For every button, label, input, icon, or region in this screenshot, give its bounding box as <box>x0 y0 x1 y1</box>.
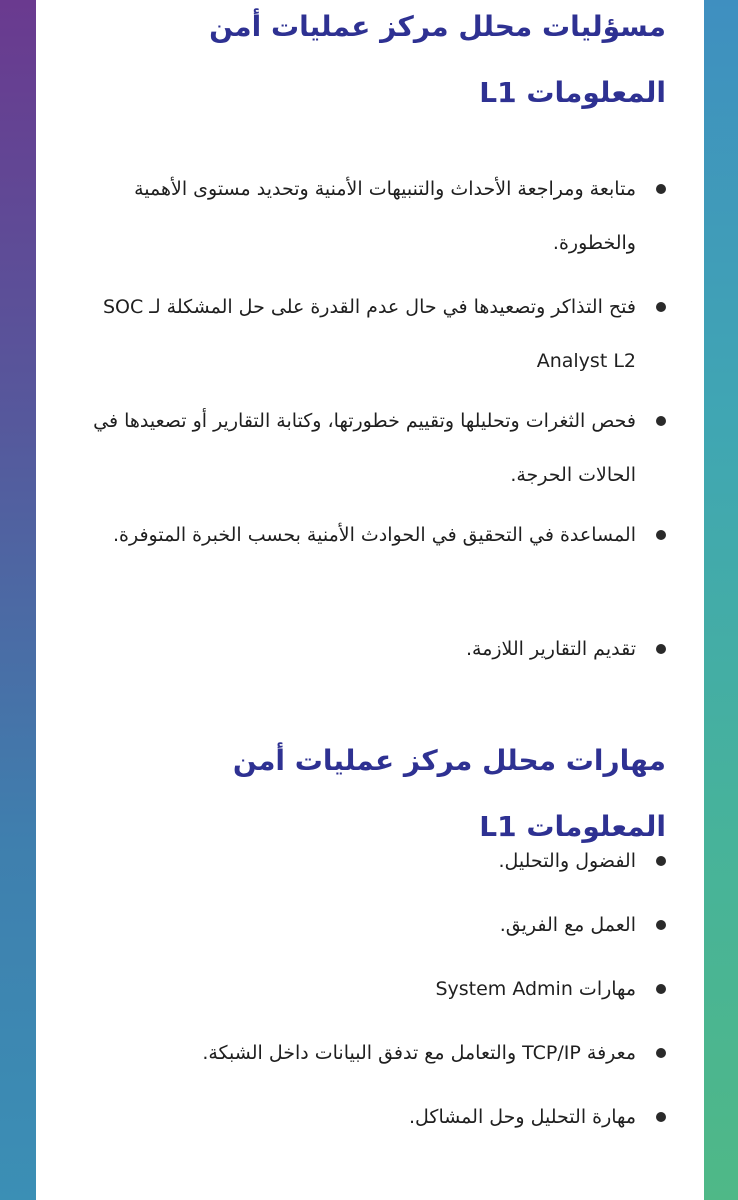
skills-heading: مهارات محلل مركز عمليات أمن المعلومات L1 <box>232 744 666 843</box>
list-item-text: مهارات System Admin <box>435 978 636 1000</box>
list-item-text: تقديم التقارير اللازمة. <box>465 638 636 660</box>
bullet-icon <box>656 920 666 930</box>
list-item-text: معرفة TCP/IP والتعامل مع تدفق البيانات داخل الشبكة. <box>202 1042 636 1064</box>
bullet-icon <box>656 984 666 994</box>
left-gradient-border <box>0 0 36 1200</box>
list-item <box>76 280 666 388</box>
list-item <box>76 394 666 502</box>
responsibilities-heading: مسؤليات محلل مركز عمليات أمن المعلومات L1 <box>209 10 666 109</box>
list-item <box>76 834 666 888</box>
list-item <box>76 962 666 1016</box>
list-item-text: مهارة التحليل وحل المشاكل. <box>408 1106 636 1128</box>
list-item <box>76 898 666 952</box>
bullet-icon <box>656 530 666 540</box>
list-item-text: الفضول والتحليل. <box>498 850 636 872</box>
list-item <box>76 1026 666 1080</box>
list-item <box>76 1090 666 1144</box>
bullet-icon <box>656 302 666 312</box>
list-item <box>76 622 666 676</box>
bullet-icon <box>656 1112 666 1122</box>
list-item <box>76 162 666 270</box>
list-item-text: العمل مع الفريق. <box>499 914 636 936</box>
list-item <box>76 508 666 562</box>
bullet-icon <box>656 416 666 426</box>
article-content <box>36 0 704 1200</box>
list-item-text: فتح التذاكر وتصعيدها في حال عدم القدرة على حل المشكلة لـ SOC Analyst L2 <box>102 296 636 372</box>
list-item-text: فحص الثغرات وتحليلها وتقييم خطورتها، وكتابة التقارير أو تصعيدها في الحالات الحرجة. <box>93 410 636 486</box>
right-gradient-border <box>704 0 738 1200</box>
list-item-text: متابعة ومراجعة الأحداث والتنبيهات الأمنية وتحديد مستوى الأهمية والخطورة. <box>134 178 636 254</box>
bullet-icon <box>656 184 666 194</box>
list-item-text: المساعدة في التحقيق في الحوادث الأمنية بحسب الخبرة المتوفرة. <box>112 524 636 546</box>
bullet-icon <box>656 1048 666 1058</box>
bullet-icon <box>656 644 666 654</box>
bullet-icon <box>656 856 666 866</box>
